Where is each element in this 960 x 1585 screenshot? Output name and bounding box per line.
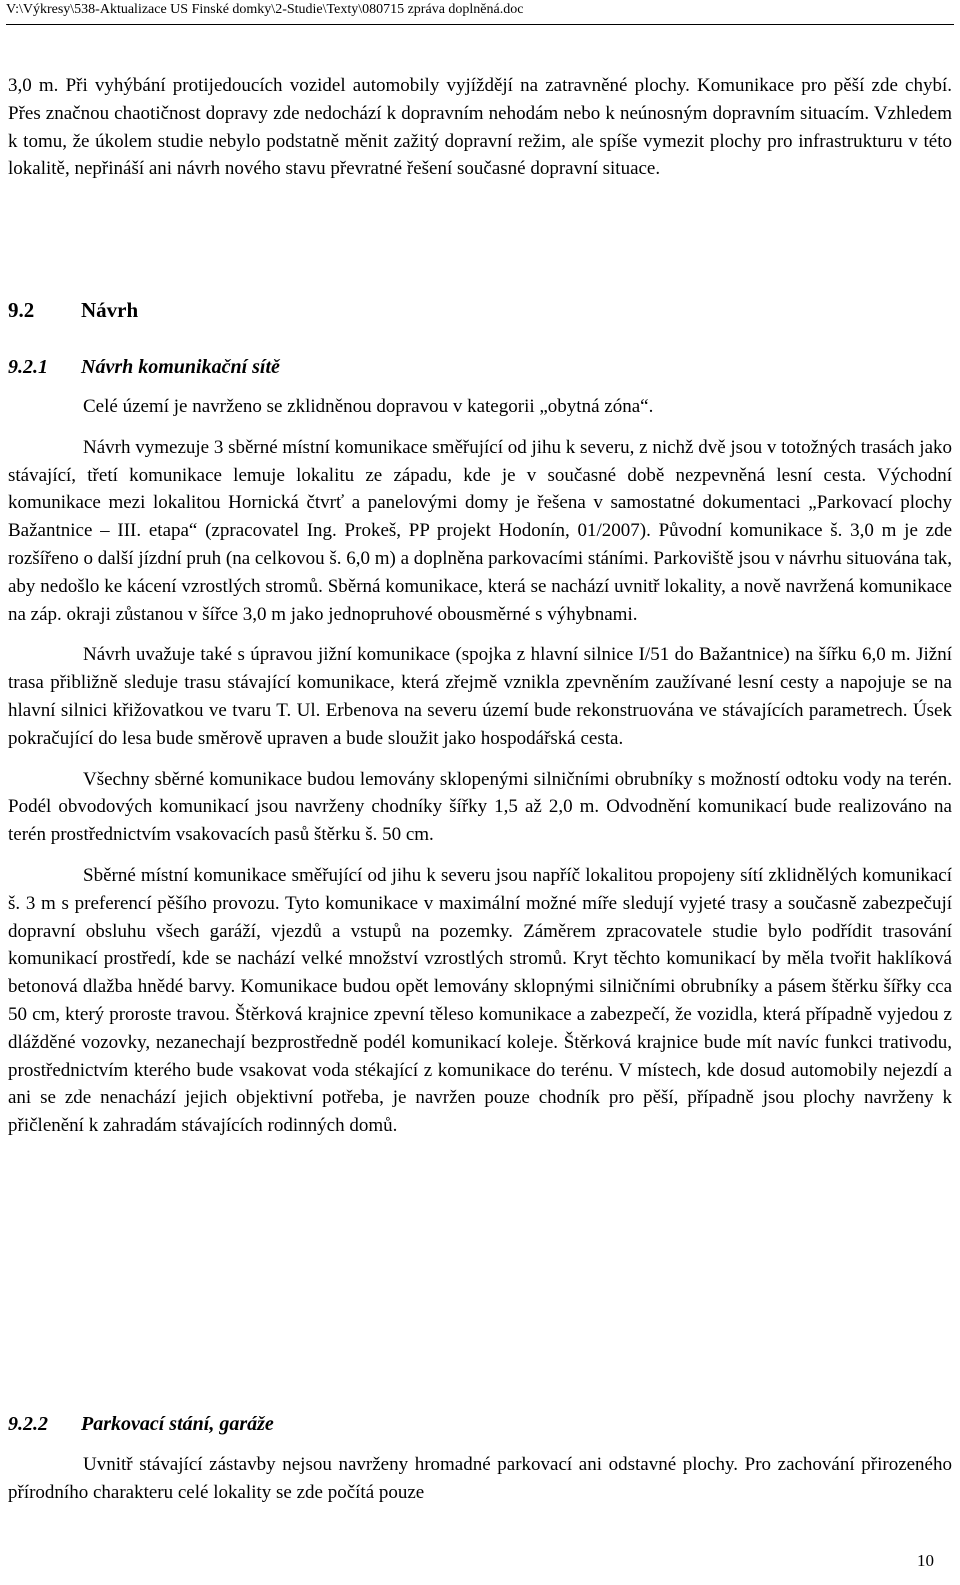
paragraph-curbs: Všechny sběrné komunikace budou lemovány sklopenými silničními obrubníky s možností odtoku vody na terén. Podél obvodových komunikací jsou navrženy chodníky šířky 1,5 až 2,0 m. Odvodnění komunikací bude realizováno na terén prostřednictvím vsakovacích pasů štěrku š. 50 cm. [8,768,952,846]
document-path-header: V:\Výkresy\538-Aktualizace US Finské domky\2-Studie\Texty\080715 zpráva doplněná.doc [6,2,524,17]
heading-number: 9.2 [8,298,35,322]
paragraph-south-road: Návrh uvažuje také s úpravou jižní komunikace (spojka z hlavní silnice I/51 do Bažantnice) na šířku 6,0 m. Jižní trasa přibližně sleduje trasu stávající komunikace, která zřejmě vznikla zpevněním zaužívané lesní cesty a napojuje se na hlavní silnici křižovatkou ve tvaru T. Ul. Erbenova na severu území bude rekonstruována ve stávajících parametrech. Úsek pokračující do lesa bude směrově upraven a bude sloužit jako hospodářská cesta. [8,644,952,749]
heading-title: Návrh komunikační sítě [81,356,280,378]
heading-9-2-2 [8,1413,274,1436]
heading-title: Návrh [81,298,139,322]
body-text-top [8,72,952,183]
heading-9-2 [8,298,138,323]
page-number: 10 [917,1551,934,1570]
heading-number: 9.2.1 [8,356,48,378]
heading-number: 9.2.2 [8,1413,48,1435]
paragraph-local-network: Sběrné místní komunikace směřující od jihu k severu jsou napříč lokalitou propojeny sítí zklidnělých komunikací š. 3 m s preferencí pěšího provozu. Tyto komunikace v maximální možné míře sledují vyjeté trasy a současně zabezpečují dopravní obsluhu všech garáží, vjezdů a vstupů na pozemky. Záměrem zpracovatele studie bylo podřídit trasování komunikací prostředí, kde se nachází velké množství vzrostlých stromů. Kryt těchto komunikací by měla tvořit haklíková betonová dlažba hnědé barvy. Komunikace budou opět lemovány sklopnými silničními obrubníky a pásem štěrku šířky cca 50 cm, který proroste travou. Štěrková krajnice zpevní těleso komunikace a zabezpečí, že vozidla, která případně vyjedou z dlážděné vozovky, nezanechají bezprostředně podél komunikací koleje. Štěrková krajnice bude mít navíc funkci trativodu, prostřednictvím kterého bude vsakovat voda stékající z komunikace do terénu. V místech, kde dosud automobily nejezdí a ani se zde nenachází jejich objektivní potřeba, je navržen pouze chodník pro pěší, případně jsou plochy navrženy k přičlenění k zahradám stávajících rodinných domů. [8,864,952,1137]
heading-9-2-1 [8,356,280,379]
paragraph-collector-roads: Návrh vymezuje 3 sběrné místní komunikace směřující od jihu k severu, z nichž dvě jsou v totožných trasách jako stávající, třetí komunikace lemuje lokalitu ze západu, kde je v současné době nezpevněná lesní cesta. Východní komunikace mezi lokalitou Hornická čtvrť a panelovými domy je řešena v samostatné dokumentaci „Parkovací plochy Bažantnice – III. etapa“ (zpracovatel Ing. Prokeš, PP projekt Hodonín, 01/2007). Původní komunikace š. 3,0 m je zde rozšířeno o další jízdní pruh (na celkovou š. 6,0 m) a doplněna parkovacími stáními. Parkoviště jsou v návrhu situována tak, aby nedošlo ke kácení vzrostlých stromů. Sběrná komunikace, která se nachází uvnitř lokality, a nově navržená komunikace na záp. okraji zůstanou v šířce 3,0 m jako jednopruhové obousměrné s výhybnami. [8,436,953,625]
body-text-section-9-2-2 [8,1451,952,1507]
paragraph-parking: Uvnitř stávající zástavby nejsou navrženy hromadné parkovací ani odstavné plochy. Pro zachování přirozeného přírodního charakteru celé lokality se zde počítá pouze [8,1454,952,1503]
paragraph-zone: Celé území je navrženo se zklidněnou dopravou v kategorii „obytná zóna“. [83,396,654,417]
heading-title: Parkovací stání, garáže [81,1413,274,1435]
paragraph-traffic-situation: 3,0 m. Při vyhýbání protijedoucích vozidel automobily vyjíždějí na zatravněné plochy. Komunikace pro pěší zde chybí. Přes značnou chaotičnost dopravy zde nedochází k dopravním nehodám nebo k neúnosným dopravním situacím. Vzhledem k tomu, že úkolem studie nebylo podstatně měnit zažitý dopravní režim, ale spíše vymezit plochy pro infrastrukturu v této lokalitě, nepřináší ani návrh nového stavu převratné řešení současné dopravní situace. [8,75,952,180]
body-text-section-9-2-1 [8,393,952,1140]
header-rule [6,24,954,25]
